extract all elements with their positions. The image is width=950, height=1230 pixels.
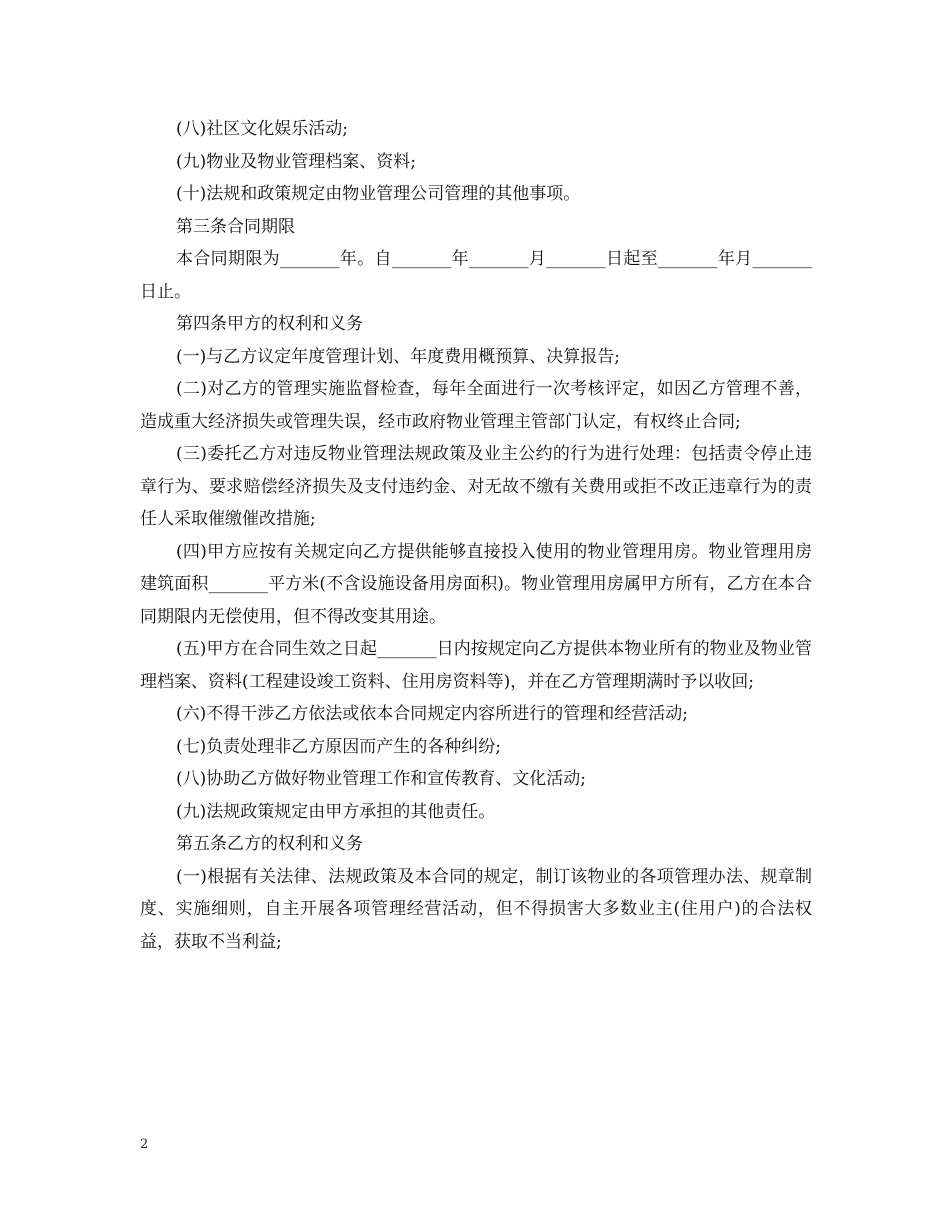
paragraph: 本合同期限为_______年。自_______年_______月_______日起至_______年月_______日止。 <box>140 249 812 302</box>
paragraph: (一)根据有关法律、法规政策及本合同的规定，制订该物业的各项管理办法、规章制度、实施细则，自主开展各项管理经营活动，但不得损害大多数业主(住用户)的合法权益，获取不当利益; <box>140 866 812 952</box>
document-body <box>140 113 812 958</box>
section-heading: 第三条合同期限 <box>176 216 295 237</box>
paragraph: (九)法规政策规定由甲方承担的其他责任。 <box>176 801 496 822</box>
paragraph: (六)不得干涉乙方依法或依本合同规定内容所进行的管理和经营活动; <box>176 704 688 724</box>
paragraph: (七)负责处理非乙方原因而产生的各种纠纷; <box>176 736 501 757</box>
paragraph: (五)甲方在合同生效之日起_______日内按规定向乙方提供本物业所有的物业及物业管理档案、资料(工程建设竣工资料、住用房资料等)，并在乙方管理期满时予以收回; <box>140 639 812 692</box>
section-heading: 第五条乙方的权利和义务 <box>176 834 363 854</box>
paragraph: (十)法规和政策规定由物业管理公司管理的其他事项。 <box>176 184 581 204</box>
paragraph: (二)对乙方的管理实施监督检查，每年全面进行一次考核评定，如因乙方管理不善，造成重大经济损失或管理失误，经市政府物业管理主管部门认定，有权终止合同; <box>140 379 812 432</box>
paragraph: (一)与乙方议定年度管理计划、年度费用概预算、决算报告; <box>176 346 620 367</box>
paragraph: (八)协助乙方做好物业管理工作和宣传教育、文化活动; <box>176 769 586 789</box>
section-heading: 第四条甲方的权利和义务 <box>176 314 363 334</box>
paragraph: (八)社区文化娱乐活动; <box>176 119 348 139</box>
paragraph: (四)甲方应按有关规定向乙方提供能够直接投入使用的物业管理用房。物业管理用房建筑面积_______平方米(不含设施设备用房面积)。物业管理用房属甲方所有，乙方在本合同期限内无偿使用，但不得改变其用途。 <box>140 541 812 627</box>
paragraph: (九)物业及物业管理档案、资料; <box>176 151 416 172</box>
page-number: 2 <box>140 1137 149 1152</box>
paragraph: (三)委托乙方对违反物业管理法规政策及业主公约的行为进行处理：包括责令停止违章行为、要求赔偿经济损失及支付违约金、对无故不缴有关费用或拒不改正违章行为的责任人采取催缴催改措施; <box>140 444 812 529</box>
